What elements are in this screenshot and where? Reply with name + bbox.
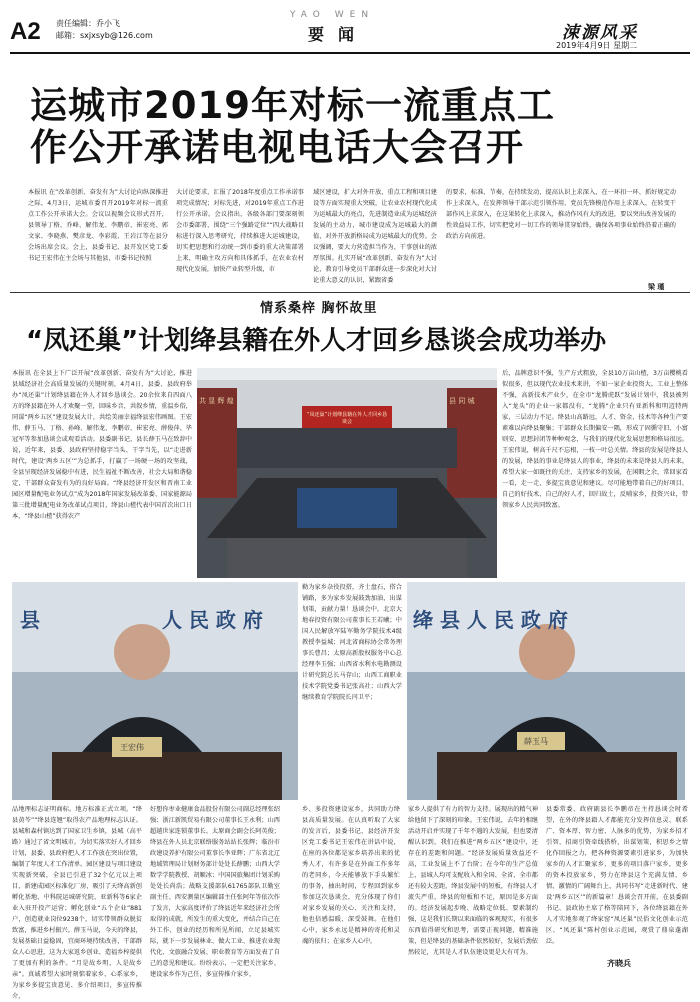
article2-kicker: 情系桑梓 胸怀故里 xyxy=(260,301,378,316)
photo-xue-yuma xyxy=(407,582,685,800)
editor-email: 邮箱：sxjxsyb@126.com xyxy=(56,31,153,40)
article1-column-4: 的要求，标准、节奏，在持续发动，提高认识上求深入，在一环扣一环、抓好规定动作上求深入，在发挥领导干部示范引领作用、党员先锋模范作用上求深入，在转变干部作风上求深入，在这果转化上求深入，推动作风有大的改进，要以突出改善发展的性效益局工作，切实把党对一切工作的领导贯穿始终，确保各项事业始终沿着正确的政治方向前进。 xyxy=(446,189,676,240)
article1-column-3: 域区建设，扩大对外开放，重点工程和项目建设等方面实现重大突破，让农业农村现代化成为运城最大的亮点，先进制造业成为运城经济发展的主动力，城市建设成为运城最大的颜值，对外开放新格局成为运城最大的优势。会议强调，要大力营造担当作为、干事创业的浓厚氛围。扎实开展“改革创新、奋发有为”大讨论，教育引导党员干部群众进一步深化对大讨论重大意义的认识，紧跟省委 xyxy=(313,189,437,284)
article2-byline: 齐晓兵 xyxy=(607,959,631,968)
article2-middle-column-b: 乡、多投资建设家乡，共同助力绛县高质量发展。在认真听取了大家的发言后，县委书记、县经济开发区党工委书记王宏伟在讲话中说，在座的各位都是家乡培养出来的优秀人才，有许多是在外面工作多年的老同乡，今天能够放下手头繁忙的事务，抽出时间，专程回到家乡参加这次恳谈会，充分体现了你们对家乡发展的关心、关注和支持，他也倍感温暖、深受鼓舞。在他们心中，家乡永远是精神的寄托和灵魂的依归；在家乡人心中， xyxy=(302,806,400,945)
wall-text: 绛 县 人 民 政 府 xyxy=(413,608,568,632)
editor-info xyxy=(56,18,153,42)
article2-lower-column-4: 县委常委、政府副县长李鹏帝在主持恳谈会时希望，在外的绛县籍人才都能充分发挥信息灵、联系广、资本厚、智力密、人脉多的优势，为家乡招才引智、招商引资牵线搭桥，出谋划策，积思乡之情化作回报之力，把各种资源要素引进家乡，为加快家乡的人才汇聚家乡、更多的项目落户家乡，更多的资本投放家乡，努力在绛县这个充满友情、乡情、激情的广阔舞台上，共同书写“走进新时代、建设‘两乡五区’”的新篇章！恳谈会召开前，在县委副书记、县政协主席了格等陪同下，各位绛县籍在外人才实地参观了绛家窑“凤还巢”民俗文化创业示范区、“凤还巢”陈村创业示范园，观赏了鼎泉蓬湖泛。 xyxy=(546,806,688,945)
header-rule xyxy=(10,52,690,54)
article1-byline: 梁 瑾 xyxy=(648,283,665,291)
masthead-logo: 涑源风采 xyxy=(562,23,638,43)
wall-text-right: 县 同 城 xyxy=(449,397,475,405)
article2-lower-column-1: 品地理标志证明商标。地方标准正式立项。“绛县黄芩”“绛县连翘”取得农产品地理标志认证。县城和森村镇达到了国家卫生乡镇，县城（高平路）通过了省文明城市。为切实落实好人才回乡计划，县委、县政府把人才工作放在突出位置，编制了年度人才工作清单。园区建设与项目建设实现新突破，全县已引进了32个亿元以上项目，新建成园区标准化厂房，吸引了天绛高新创孵化基地、中科院运城研究院、亚新科等6家企业入驻开投产运营；孵化创业“五个企业”881户，创造就业岗位9238个，切实带领群众脱贫致富，推进乡村振兴。薛玉马说，今天的绛县，发展基础日益稳固，宜商环境持续改善，干部群众人心思进，这为大家返乡创业、造福乡梓提供了更加有利的条件。“月是故乡明，人是故乡亲”。真诚希望大家时刻惦着家乡、心系家乡，为家乡多提宝贵意见、多介绍项目，多宣传推介， xyxy=(12,806,142,1000)
article2-lower-column-3: 家乡人提供了有力的智力支持。展现出的精气神给他留下了深刻的印象。王宏伟说，去年的相继活动开启并实现了千年不遇的大发展，但也要清醒认识到，我们在推进“两乡五区”建设中，还存在的差距和问题。“经济发展质量效益还不高，工业发展上不了台阶；在今年的生产总值上，县城人均可支配收入和全国、全省、全市都还有较大差距，绛县发展中的短板，有绛县人才流失严重，绛县的短板和不足，原因是多方面的。经济发展起步晚、战略定位低、要素制约强，这是我们长期以来面临的客观现实，有很多东西值得研究和思考，需要正视问题，精准施策，但是绛县的基础条件依然较好，发展后劲依然较足，尤其是人才队伍建设更是大有可为。 xyxy=(408,806,538,956)
issue-date: 2019年4月9日 星期二 xyxy=(556,41,638,50)
section-title: 要闻 xyxy=(308,25,369,44)
wall-text-2: 县 xyxy=(20,608,40,632)
article1-column-1: 本报讯 在“改革创新、奋发有为”大讨论向纵深推进之际，4月3日，运城市委召开2019年对标一流重点工作公开承诺大会。会议以视频会议形式召开，县领导丁格、乔峰、解伟龙、李鹏帝、崔宏亮、郭文家、李晓燕、樊彦龙、李彩霞、王岩江等在县分会场出席会议。会上，县委书记、县开发区党工委书记王宏伟在主会场与其他县、市委书记按照 xyxy=(28,189,168,262)
wall-text: 人 民 政 府 xyxy=(162,608,263,632)
article2-column-1: 本报讯 在全县上下广泛开展“改革创新、奋发有为”大讨论，推进县域经济社会高质量发展的关键时刻，4月4日，县委、县政府举办“凤还巢”计划绛县籍在外人才回乡恳谈会。20余位来自四面八方的绛县籍在外人才欢聚一堂，回味乡音，共叙乡情，重温乡俗，同谋“两乡五区”建设发展大计，共绘美丽幸福绛县宏伟画图。王宏伟、薛玉马、丁格、孙峰、解伟龙、李鹏帝、崔宏亮、薛俊萍、毕冠军等参加恳谈会或观看活动。县委副书记、县长薛玉马在致辞中说，近年来，县委、县政府坚持稳字当头、干字当先，以“走进新时代，建设‘两乡五区’”为总抓手，打赢了一场硬一场的攻坚战，全县呈现经济发展稳中有进，民生福祉不断改善，社会大局和谐稳定，干部群众奋发有为的良好局面。“绛县经济开发区和晋南工业园区增量配电业务试点”成为2018年国家发展改革委、国家能源局第三批增量配电业务改革试点项目，绛县山楂代表中国首次出口日本，“绛县山楂”获得农产 xyxy=(12,370,192,520)
section-pinyin: YAO WEN xyxy=(290,10,375,20)
name-plate: 薛玉马 xyxy=(524,737,548,746)
meeting-photo xyxy=(197,368,497,578)
photo-wang-hongwei xyxy=(12,582,298,800)
article1-column-2: 大讨论要求，汇报了2018年度重点工作承诺事项完成情况；对标先进，对2019年重点工作进行公开承诺。会议指出，各级各部门要深刻领会市委部署，围绕“三个强路定位”“四大战略目标进行深入思考研究，持续推进大运城建设，切实把思想和行动统一到市委的重大决策部署上来，明确主攻方向和具体抓手，在农业农村现代化发展，加快产业转型升级，市 xyxy=(176,189,304,273)
divider xyxy=(10,292,690,293)
article2-middle-column-a: 勤为家乡杂役投搭，齐土盘石，搭合铺路，多为家乡发展鼓劲加油，出谋划策，贡献力量！恳谈会中，北京大地春投资有限公司董事长王若曦；中国人民解放军陆军勤务学院技术4级教授李益城；河北省商标协会常务理事长曹昌；太原高新股权服务中心总经理李玉强；山西省水利水电勘测设计研究院总长马存山；山西工商职业技术学院党委书记张高社；山西大学继续教育学院院长闫卫平； xyxy=(302,584,402,701)
meeting-banner: “凤还巢”计划绛县籍在外人才回乡恳谈会 xyxy=(306,412,388,425)
article2-headline: “凤还巢”计划绛县籍在外人才回乡恳谈会成功举办 xyxy=(26,326,607,356)
page-number: A2 xyxy=(10,18,41,45)
article2-lower-column-2: 好想你枣业健康食品股份有限公司副总经理张绍强；浙江新凯贸易有限公司董事长王永利；山西超越世家连锁董事长、太原商会副会长阿英俊；绛县在外人员北京联络服务站站长张辉；临汾市政建设养护有限公司董事长李亚辉；广东省北辽地域管理局计划财务部计处处长薛鹏；山西大学数学学院教授、胡顺冰；中国国旅集团计划采购处处长尚浩；战略支援部队61765部队卫勤室副主任、西安测量区编辑部主任张阿年等依次作了发言，大家高度评价了绛县近年来经济社会所取得的成就，所发生的重大变化，并结合自己在外工作、创业的经历和所见所闻，立足县城实际，就下一步发展林业、做大工业、推进农业现代化、文旅融合发展、职业教育等方面发表了自己的意见和建议。纷纷表示，一定把关注家乡、建设家乡作为己任，多宣传推介家乡， xyxy=(150,806,280,978)
headline-line-2: 作公开承诺电视电话大会召开 xyxy=(30,126,524,169)
wall-text-left: 共 显 辉 煌 xyxy=(199,397,234,405)
article2-column-3: 后，品牌意识不强，生产方式粗放，全县10万亩山楂，3万亩樱桃看似很多，但以现代农业技术来讲，不如一家企业投资大。工业上整体不强，高新技术产业少，在全市“龙腾虎跃”发展计划中，我县被列入“龙头”的企业一家都没有，“龙腾”企业只有亚新科和明迈特两家，三层动力不足。绛县山高路远，人才、资金、技术等各种生产要素难以向绛县聚集；干部群众长期偏安一隅，形成了固循守旧、小富则安、思想封闭等种种观念，与我们的现代化发展思想和格局很远。王宏伟说，树高千尺不忘根，一枝一叶总关情。绛县的发展是绛县人的发展，绛县的事业是绛县人的事业，绛县的未来是绛县人的未来。希望大家一如既往的关注、支持家乡的发展，在闲暇之余，常回家看一看，走一走，多提宝贵意见和建议。尽可能地带着自己的好项目、自己的好技术、自己的好人才，回归故土，反哺家乡，投资兴业，带领家乡人民共同致富。 xyxy=(502,370,688,509)
editor-name: 责任编辑：乔小飞 xyxy=(56,19,120,28)
headline-line-1: 运城市2019年对标一流重点工 xyxy=(30,84,555,127)
name-plate: 王宏伟 xyxy=(120,743,144,752)
